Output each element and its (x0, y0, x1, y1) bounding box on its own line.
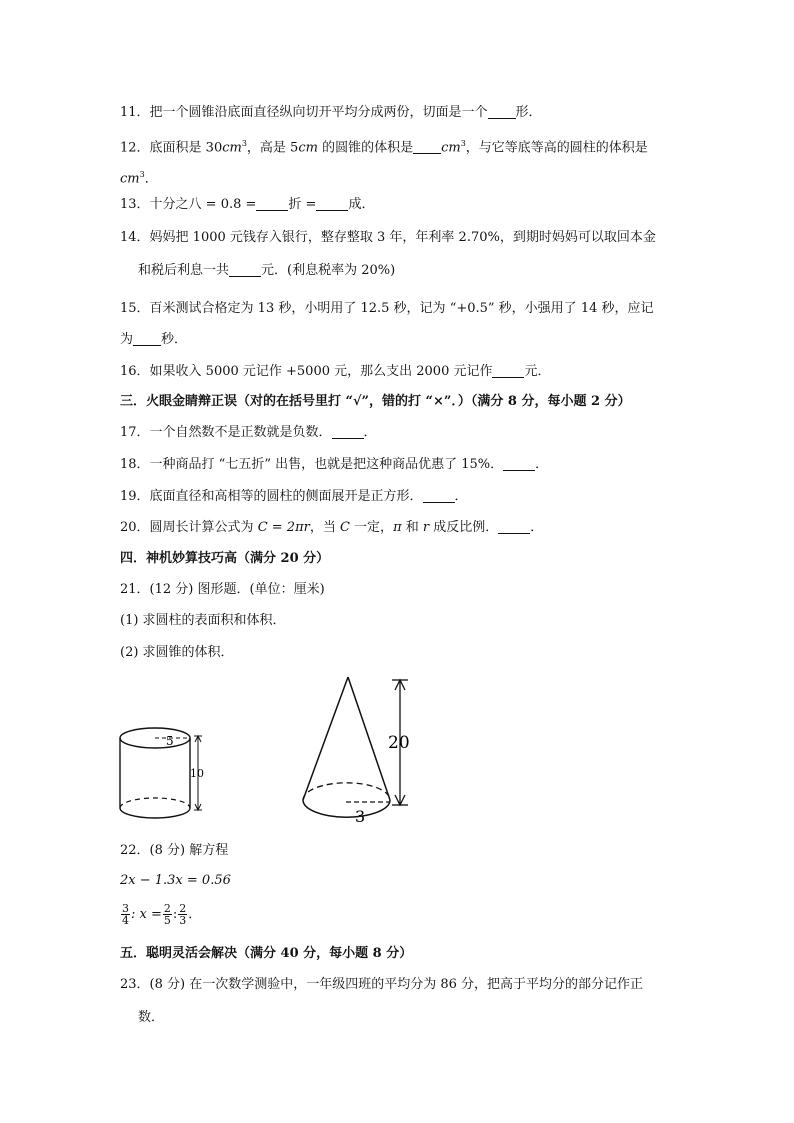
q13-text: 13．十分之八 = 0.8 = (120, 197, 257, 212)
answer-blank[interactable] (413, 140, 441, 154)
question-12-cont (120, 166, 158, 188)
answer-blank[interactable] (332, 425, 364, 439)
cone-radius-label: 3 (355, 807, 366, 826)
var-c: C (339, 520, 350, 535)
q15-text: 为 (120, 332, 134, 347)
ratio-colon: : (172, 907, 178, 922)
q18-end: ． (535, 457, 549, 472)
eq-end: ． (188, 907, 202, 922)
answer-blank[interactable] (256, 197, 288, 211)
unit-sup: 3 (139, 170, 145, 179)
q15-text: 15．百米测试合格定为 13 秒，小明用了 12.5 秒，记为 “+0.5” 秒，小强用了 14 秒，应记 (120, 301, 654, 316)
answer-blank[interactable] (492, 364, 524, 378)
q20-end: ． (530, 520, 544, 535)
answer-blank[interactable] (488, 105, 516, 119)
answer-blank[interactable] (498, 520, 530, 534)
unit-sup: 3 (241, 139, 247, 148)
question-20 (120, 519, 543, 537)
frac-den: 5 (163, 914, 171, 927)
answer-blank[interactable] (503, 457, 535, 471)
question-19 (120, 488, 468, 506)
answer-blank[interactable] (229, 263, 261, 277)
q14-text: 14．妈妈把 1000 元钱存入银行，整存整取 3 年，年利率 2.70%，到期时妈妈可以取回本金 (120, 230, 656, 245)
question-15-cont (120, 331, 187, 349)
unit-cm3: cm (441, 140, 461, 156)
cylinder-figure (110, 720, 220, 830)
equation-1: 2x − 1.3x = 0.56 (120, 873, 231, 888)
q20-text: 一定， (349, 520, 394, 535)
frac-den: 4 (122, 914, 129, 927)
q20-text: 和 (401, 520, 423, 535)
frac-num: 2 (179, 902, 187, 915)
q21-part-2: (2) 求圆锥的体积． (120, 645, 234, 660)
unit-cm3: cm (120, 171, 140, 187)
unit-cm2: cm (222, 140, 242, 156)
answer-blank[interactable] (316, 197, 348, 211)
eq-middle: : x = (131, 907, 162, 922)
question-22: 22．(8 分) 解方程 (120, 843, 229, 858)
q13-text: 折 = (288, 197, 317, 212)
q17-end: ． (363, 425, 377, 440)
section-4-heading: 四．神机妙算技巧高（满分 20 分） (120, 551, 330, 566)
question-23-cont: 数． (138, 1010, 165, 1025)
frac-den: 3 (179, 914, 187, 927)
question-12 (120, 135, 648, 157)
q19-text: 19．底面直径和高相等的圆柱的侧面展开是正方形． (120, 489, 423, 504)
q15-text: 秒． (161, 332, 188, 347)
unit-sup: 3 (460, 139, 466, 148)
q12-text: ，高是 5 (246, 140, 299, 156)
question-14-cont (138, 262, 395, 280)
cone-figure (295, 672, 425, 832)
q14-text: 元．(利息税率为 20%) (261, 263, 396, 278)
q11-suffix: 形． (515, 105, 542, 120)
question-23: 23．(8 分) 在一次数学测验中，一年级四班的平均分为 86 分，把高于平均分的部分记作正 (120, 977, 644, 992)
q20-text: ，当 (309, 520, 340, 535)
formula: C = 2πr (257, 520, 310, 535)
question-17 (120, 424, 377, 442)
section-3-heading: 三．火眼金睛辩正误（对的在括号里打 “√”，错的打 “×”．）（满分 8 分，每小题 2 分） (120, 394, 631, 409)
q12-end: ． (144, 171, 158, 187)
unit-cm: cm (298, 140, 318, 156)
frac-num: 2 (163, 902, 171, 915)
q19-end: ． (454, 489, 468, 504)
q16-text: 元． (524, 364, 551, 379)
question-18 (120, 456, 548, 474)
var-pi: π (393, 520, 402, 535)
question-14 (120, 229, 656, 247)
q17-text: 17．一个自然数不是正数就是负数． (120, 425, 332, 440)
question-21: 21．(12 分) 图形题．(单位：厘米) (120, 582, 325, 597)
q18-text: 18．一种商品打 “七五折” 出售，也就是把这种商品优惠了 15%． (120, 457, 504, 472)
fraction (178, 903, 187, 926)
question-16 (120, 363, 551, 381)
equation-2 (120, 902, 201, 928)
cylinder-height-label: 10 (190, 767, 204, 780)
var-r: r (422, 520, 430, 535)
fraction (163, 903, 172, 926)
q20-text: 20．圆周长计算公式为 (120, 520, 258, 535)
q12-text: 12．底面积是 30 (120, 140, 223, 156)
frac-num: 3 (122, 902, 129, 915)
section-5-heading: 五．聪明灵活会解决（满分 40 分，每小题 8 分） (120, 946, 413, 961)
q21-part-1: (1) 求圆柱的表面积和体积． (120, 613, 286, 628)
q14-text: 和税后利息一共 (138, 263, 230, 278)
question-15 (120, 300, 654, 318)
fraction (121, 903, 130, 926)
q20-text: 成反比例． (429, 520, 499, 535)
answer-blank[interactable] (423, 489, 455, 503)
cone-height-label: 20 (388, 733, 410, 753)
q13-text: 成． (348, 197, 375, 212)
q11-text: 11．把一个圆锥沿底面直径纵向切开平均分成两份，切面是一个 (120, 105, 488, 120)
q16-text: 16．如果收入 5000 元记作 +5000 元，那么支出 2000 元记作 (120, 364, 493, 379)
answer-blank[interactable] (133, 332, 161, 346)
question-13 (120, 196, 374, 214)
q12-text: ，与它等底等高的圆柱的体积是 (465, 140, 648, 156)
cylinder-radius-label: 5 (166, 734, 174, 748)
q12-text: 的圆锥的体积是 (317, 140, 414, 156)
question-11 (120, 104, 542, 122)
